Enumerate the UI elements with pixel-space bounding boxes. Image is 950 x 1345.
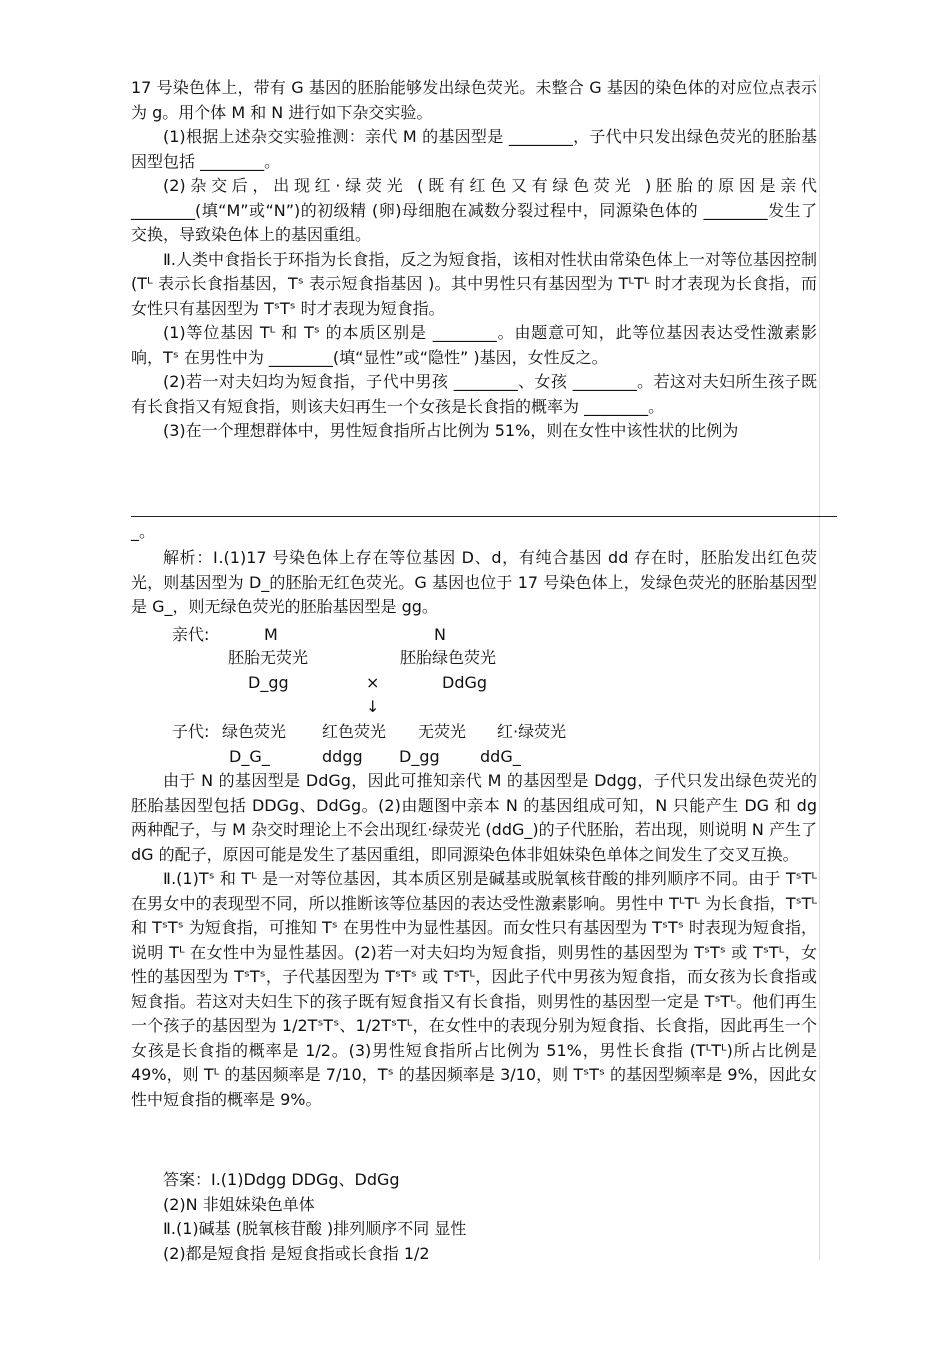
offspring-genotype: D_G_: [229, 747, 270, 766]
cross-symbol: ×: [366, 673, 380, 692]
question-line: 17 号染色体上，带有 G 基因的胚胎能够发出绿色荧光。未整合 G 基因的染色体的对应位点表示为 g。用个体 M 和 N 进行如下杂交实验。: [131, 78, 817, 122]
m-phenotype: 胚胎无荧光: [228, 648, 309, 667]
blank-tail-text: _。: [131, 522, 156, 541]
analysis-intro-text: 解析：Ⅰ.(1)17 号染色体上存在等位基因 D、d，有纯合基因 dd 存在时，胚胎发出红色荧光，则基因型为 D_的胚胎无红色荧光。G 基因也位于 17 号染色体上，发绿色荧光的胚胎基因型是 G_，则无绿色荧光的胚胎基因型是 gg。: [131, 548, 817, 616]
question-block: [131, 76, 817, 444]
question-line: (2)杂交后，出现红·绿荧光 (既有红色又有绿色荧光 )胚胎的原因是亲代 ________(填“M”或“N”)的初级精 (卵)母细胞在减数分裂过程中，同源染色体的 ________发生了交换，导致染色体上的基因重组。: [131, 176, 817, 244]
answer-blank-line: [131, 516, 837, 517]
answer-line: (2)都是短食指 是短食指或长食指 1/2: [163, 1243, 430, 1263]
offspring-phenotype: 无荧光: [418, 722, 467, 741]
question-line: (3)在一个理想群体中，男性短食指所占比例为 51%，则在女性中该性状的比例为: [163, 421, 739, 440]
offspring-label: 子代:: [172, 722, 210, 741]
analysis-paragraph: Ⅱ.(1)Tˢ 和 Tᴸ 是一对等位基因，其本质区别是碱基或脱氧核苷酸的排列顺序不同。由于 TˢTᴸ 在男女中的表现型不同，所以推断该等位基因的表达受性激素影响。男性中 TᴸTᴸ 为长食指，TˢTᴸ 和 TˢTˢ 为短食指，可推知 Tˢ 在男性中为显性基因。而女性只有基因型为 TˢTˢ 时表现为短食指，说明 Tᴸ 在女性中为显性基因。(2)若一对夫妇均为短食指，则男性的基因型为 TˢTˢ 或 TˢTᴸ，女性的基因型为 TˢTˢ，子代基因型为 TˢTˢ 或 TˢTᴸ，因此子代中男孩为短食指，而女孩为长食指或短食指。若这对夫妇生下的孩子既有短食指又有长食指，则男性的基因型一定是 TˢTᴸ。他们再生一个孩子的基因型为 1/2TˢTˢ、1/2TˢTᴸ，在女性中的表现分别为短食指、长食指，因此再生一个女孩是长食指的概率是 1/2。(3)男性短食指所占比例为 51%，男性长食指 (TᴸTᴸ)所占比例是 49%，则 Tᴸ 的基因频率是 7/10，Tˢ 的基因频率是 3/10，则 TˢTˢ 的基因型频率是 9%，因此女性中短食指的概率是 9%。: [131, 869, 817, 1109]
offspring-phenotype: 绿色荧光: [222, 722, 287, 741]
parent-m: M: [264, 625, 278, 644]
offspring-genotype: D_gg: [399, 747, 440, 766]
right-margin-rule: [819, 75, 820, 1260]
parent-n: N: [434, 625, 446, 644]
n-genotype: DdGg: [442, 673, 488, 692]
down-arrow: ↓: [366, 697, 380, 716]
blank-tail: [131, 520, 817, 545]
analysis-paragraph: 由于 N 的基因型是 DdGg，因此可推知亲代 M 的基因型是 Ddgg，子代只发出绿色荧光的胚胎基因型包括 DDGg、DdGg。(2)由题图中亲本 N 的基因组成可知，N 只能产生 DG 和 dg 两种配子，与 M 杂交时理论上不会出现红·绿荧光 (ddG_)的子代胚胎，若出现，则说明 N 产生了 dG 的配子，原因可能是发生了基因重组，即同源染色体非姐妹染色单体之间发生了交叉互换。: [131, 771, 817, 864]
offspring-genotype: ddgg: [322, 747, 363, 766]
n-phenotype: 胚胎绿色荧光: [400, 648, 497, 667]
answer-line: 答案：Ⅰ.(1)Ddgg DDGg、DdGg: [163, 1170, 400, 1189]
question-line: (2)若一对夫妇均为短食指，子代中男孩 ________、女孩 ________。若这对夫妇所生孩子既有长食指又有短食指，则该夫妇再生一个女孩是长食指的概率为 ________。: [131, 372, 817, 416]
question-line: (1)根据上述杂交实验推测：亲代 M 的基因型是 ________，子代中只发出绿色荧光的胚胎基因型包括 ________。: [131, 127, 817, 171]
parent-label: 亲代:: [172, 625, 210, 644]
analysis-intro: [131, 546, 817, 620]
analysis-body: [131, 769, 817, 1112]
offspring-phenotype: 红·绿荧光: [497, 722, 567, 741]
offspring-genotype: ddG_: [480, 747, 521, 766]
m-genotype: D_gg: [248, 673, 289, 692]
question-line: Ⅱ.人类中食指长于环指为长食指，反之为短食指，该相对性状由常染色体上一对等位基因控制 (Tᴸ 表示长食指基因，Tˢ 表示短食指基因 )。其中男性只有基因型为 TᴸTᴸ 时才表现为长食指，而女性只有基因型为 TˢTˢ 时才表现为短食指。: [131, 249, 817, 318]
offspring-phenotype: 红色荧光: [322, 722, 387, 741]
question-line: (1)等位基因 Tᴸ 和 Tˢ 的本质区别是 ________。由题意可知，此等位基因表达受性激素影响，Tˢ 在男性中为 ________(填“显性”或“隐性” )基因，女性反之。: [131, 323, 817, 367]
answer-line: (2)N 非姐妹染色单体: [163, 1194, 315, 1214]
answer-block: [131, 1168, 817, 1266]
answer-line: Ⅱ.(1)碱基 (脱氧核苷酸 )排列顺序不同 显性: [163, 1219, 467, 1238]
